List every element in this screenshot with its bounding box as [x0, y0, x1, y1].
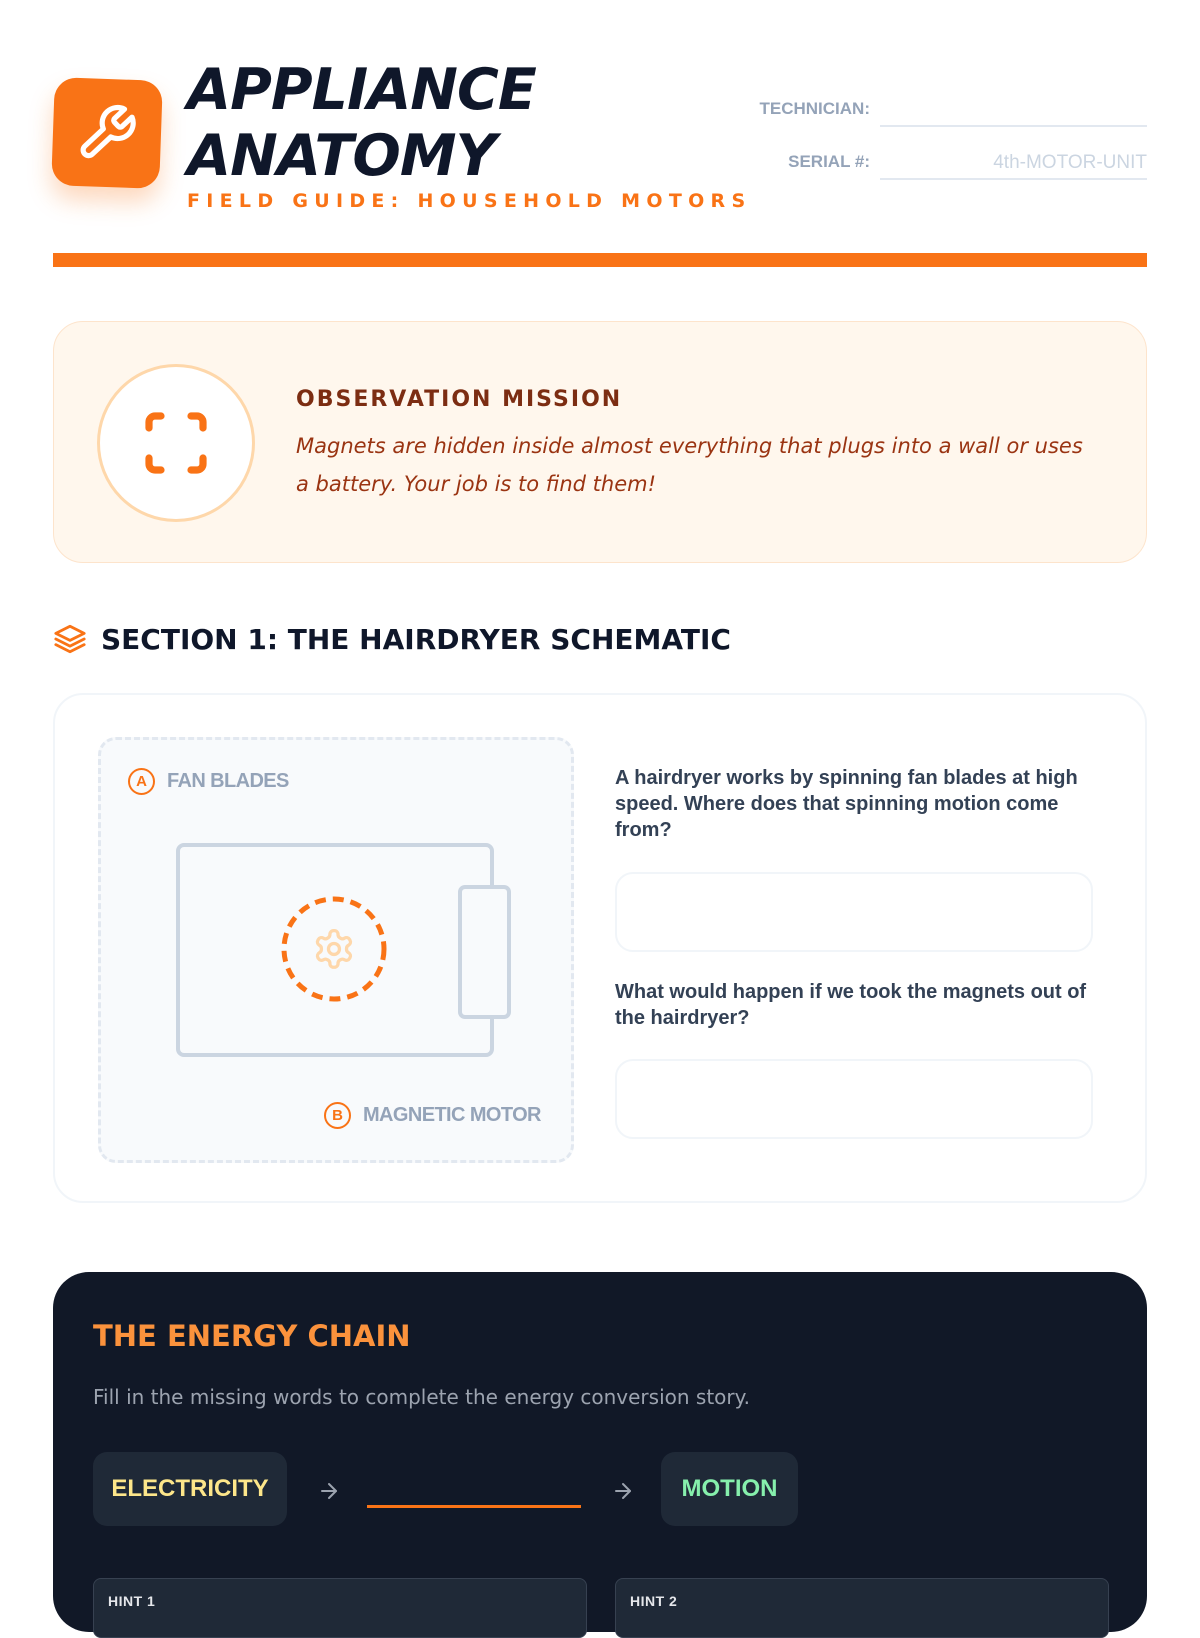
question-1: A hairdryer works by spinning fan blades at high speed. Where does that spinning motion come from? — [615, 767, 1078, 841]
header-divider — [53, 253, 1147, 267]
energy-chain-title: THE ENERGY CHAIN — [93, 1319, 411, 1353]
energy-chain-description: Fill in the missing words to complete the energy conversion story. — [93, 1385, 750, 1409]
scan-frame-icon — [140, 407, 212, 479]
page-title-line-1: APPLIANCE — [187, 57, 536, 123]
label-b-text: MAGNETIC MOTOR — [363, 1104, 541, 1126]
observation-mission-card — [53, 321, 1147, 563]
hint-2-label: HINT 2 — [630, 1593, 678, 1609]
technician-field[interactable] — [880, 87, 1147, 127]
logo — [51, 77, 163, 189]
mission-title: OBSERVATION MISSION — [296, 387, 623, 412]
serial-label: SERIAL #: — [788, 152, 870, 171]
hint-box-1 — [93, 1578, 587, 1638]
answer-2-input[interactable] — [615, 1059, 1093, 1139]
wrench-icon — [75, 101, 139, 165]
question-2: What would happen if we took the magnets out of the hairdryer? — [615, 981, 1087, 1029]
label-a-marker: A — [128, 768, 155, 795]
hairdryer-diagram — [98, 737, 574, 1163]
missing-word-blank[interactable] — [367, 1505, 581, 1508]
page-title-line-2: ANATOMY — [187, 123, 496, 189]
technician-label: TECHNICIAN: — [759, 99, 870, 118]
motor-gear-icon — [317, 931, 350, 968]
arrow-right-icon — [611, 1479, 635, 1503]
arrow-right-icon — [317, 1479, 341, 1503]
label-magnetic-motor — [324, 1102, 541, 1129]
energy-chain-card — [53, 1272, 1147, 1632]
layers-icon — [53, 622, 87, 656]
section-1-title: SECTION 1: THE HAIRDRYER SCHEMATIC — [101, 622, 731, 656]
hairdryer-body — [98, 737, 574, 1163]
section-1-heading — [53, 622, 731, 656]
electricity-step: ELECTRICITY — [93, 1452, 287, 1526]
label-b-marker: B — [324, 1102, 351, 1129]
page-subtitle: FIELD GUIDE: HOUSEHOLD MOTORS — [187, 190, 752, 212]
hint-box-2 — [615, 1578, 1109, 1638]
hint-1-label: HINT 1 — [108, 1593, 156, 1609]
schematic-card — [53, 693, 1147, 1203]
mission-text: Magnets are hidden inside almost everything that plugs into a wall or uses a battery. Your job is to find them! — [296, 434, 1083, 496]
motion-step: MOTION — [661, 1452, 798, 1526]
answer-1-input[interactable] — [615, 872, 1093, 952]
serial-field[interactable]: 4th-MOTOR-UNIT — [880, 140, 1147, 180]
label-a-text: FAN BLADES — [167, 770, 289, 792]
mission-icon-circle — [97, 364, 255, 522]
